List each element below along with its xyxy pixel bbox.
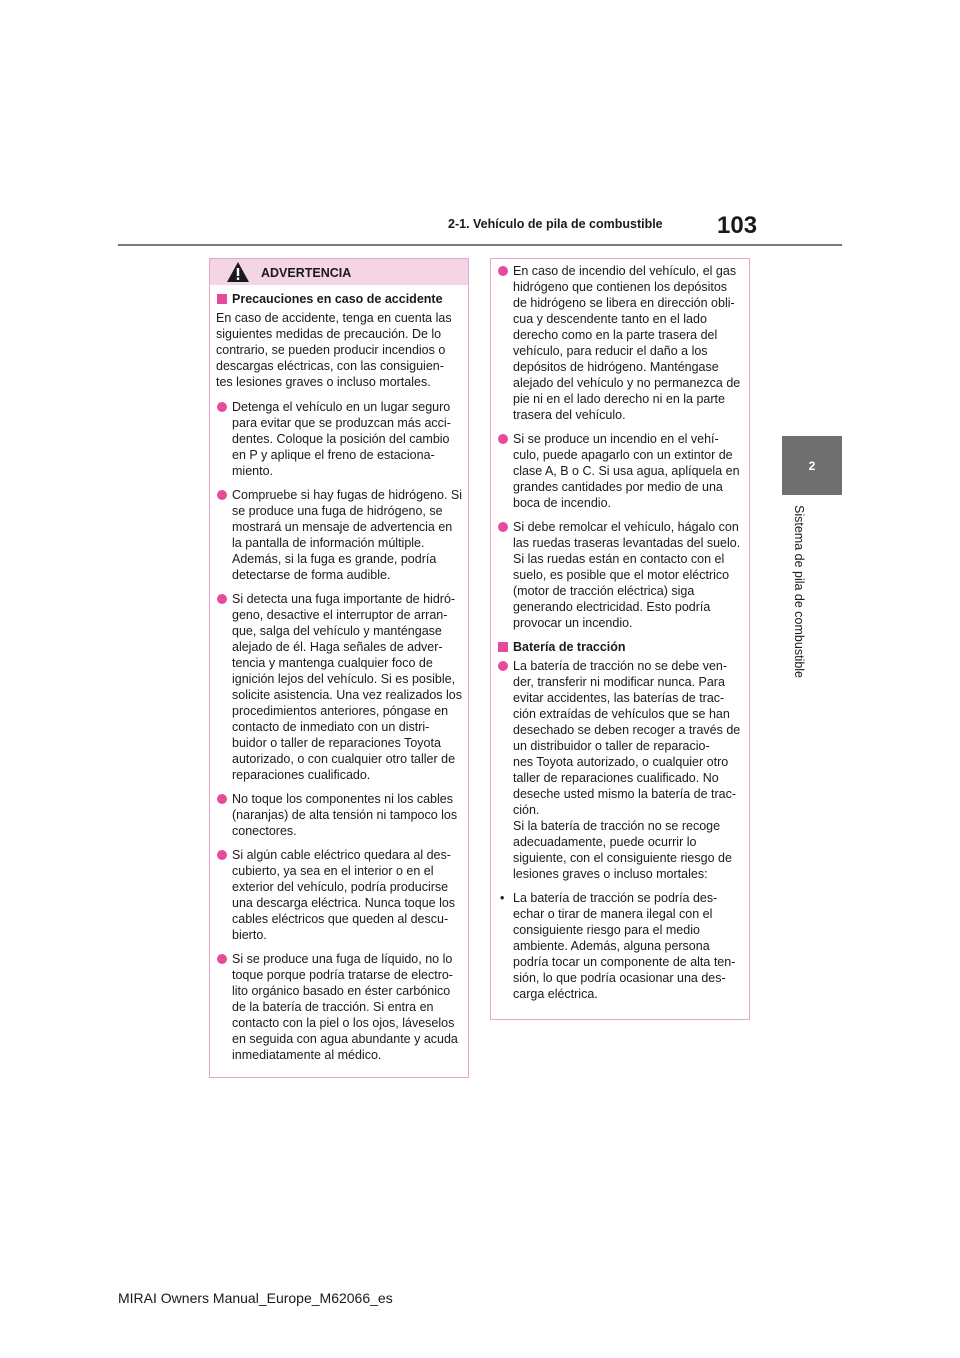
circle-bullet-icon — [217, 794, 227, 804]
section-heading — [497, 639, 743, 655]
warning-content-continued — [491, 259, 749, 1002]
circle-bullet-icon — [498, 266, 508, 276]
list-item — [216, 487, 462, 583]
section-title: Precauciones en caso de accidente — [232, 292, 443, 306]
warning-box-right — [490, 258, 750, 1020]
list-item-text: La batería de tracción no se debe ven- der, transferir ni modificar nunca. Para evitar accidentes, las baterías de trac- ción extraídas de vehículos que se han desechado se deben recoger a través de un distribuidor o taller de reparacio- nes Toyota autorizado, o cualquier otro taller de reparaciones cualificado. No deseche usted mismo la batería de trac- ción. Si la batería de tracción no se recoge adecuadamente, puede ocurrir lo siguiente, con el consiguiente riesgo de lesiones graves o incluso mortales: — [513, 659, 741, 881]
list-item-text: Si detecta una fuga importante de hidró- geno, desactive el interruptor de arran- que, salga del vehículo y manténgase alejado de él. Haga señales de adver- tencia y mantenga cualquier foco de ignición lejos del vehículo. Si es posible, solicite asistencia. Una vez realizados los procedimientos anteriores, póngase en contacto de inmediato con un distri- buidor o taller de reparaciones Toyota autorizado, o con cualquier otro taller de reparaciones cualificado. — [232, 592, 462, 782]
list-item — [216, 399, 462, 479]
circle-bullet-icon — [217, 954, 227, 964]
square-bullet-icon — [498, 642, 508, 652]
warning-content — [210, 285, 468, 1063]
list-item-text: Detenga el vehículo en un lugar seguro para evitar que se produzcan más acci- dentes. Coloque la posición del cambio en P y aplique el freno de estaciona- miento. — [232, 400, 451, 478]
list-item — [216, 591, 462, 783]
list-item — [497, 263, 743, 423]
list-item-text: Si algún cable eléctrico quedara al des- cubierto, ya sea en el interior o en el exterior del vehículo, podría producirse una descarga eléctrica. Nunca toque los cables eléctricos que queden al descu- bierto. — [232, 848, 456, 942]
warning-title: ADVERTENCIA — [261, 266, 352, 280]
sub-list-item — [497, 890, 743, 1002]
circle-bullet-icon — [217, 850, 227, 860]
header-section-title: 2-1. Vehículo de pila de combustible — [448, 217, 663, 231]
circle-bullet-icon — [498, 661, 508, 671]
circle-bullet-icon — [217, 402, 227, 412]
circle-bullet-icon — [217, 594, 227, 604]
list-item — [497, 431, 743, 511]
footer-manual-title: MIRAI Owners Manual_Europe_M62066_es — [118, 1290, 393, 1306]
side-tab — [792, 505, 808, 695]
side-tab-number: 2 — [782, 436, 842, 495]
intro-paragraph: En caso de accidente, tenga en cuenta las siguientes medidas de precaución. De lo contrario, se pueden producir incendios o descargas eléctricas, con las consiguien- tes lesiones graves o incluso mortales. — [216, 311, 452, 389]
list-item-text: Si se produce una fuga de líquido, no lo toque porque podría tratarse de electro- lito orgánico basado en éster carbónico de la batería de tracción. Si entra en contacto con la piel o los ojos, láveselos en seguida con agua abundante y acuda inmediatamente al médico. — [232, 952, 458, 1062]
list-item — [216, 791, 462, 839]
warning-header — [210, 259, 468, 285]
list-item-text: Compruebe si hay fugas de hidrógeno. Si se produce una fuga de hidrógeno, se mostrará un mensaje de advertencia en la pantalla de información múltiple. Además, si la fuga es grande, podría detectarse de forma audible. — [232, 488, 463, 582]
list-item — [497, 519, 743, 631]
circle-bullet-icon — [498, 522, 508, 532]
circle-bullet-icon — [217, 490, 227, 500]
circle-bullet-icon — [498, 434, 508, 444]
small-bullet-icon: • — [500, 891, 505, 905]
list-item — [216, 847, 462, 943]
square-bullet-icon — [217, 294, 227, 304]
warning-triangle-icon — [226, 261, 250, 283]
list-item-text: Si debe remolcar el vehículo, hágalo con las ruedas traseras levantadas del suelo. Si las ruedas están en contacto con el suelo, es posible que el motor eléctrico (motor de tracción eléctrica) siga generando electricidad. Esto podría provocar un incendio. — [513, 520, 741, 630]
list-item-text: No toque los componentes ni los cables (naranjas) de alta tensión ni tampoco los conectores. — [232, 792, 458, 838]
list-item — [497, 658, 743, 882]
side-tab-label: Sistema de pila de combustible — [792, 505, 806, 679]
page-number: 103 — [717, 212, 758, 239]
warning-box-left — [209, 258, 469, 1078]
sub-list-item-text: La batería de tracción se podría des- echar o tirar de manera ilegal con el consiguiente riesgo para el medio ambiente. Además, alguna persona podría tocar un componente de alta ten- sión, lo que podría ocasionar una des- carga eléctrica. — [513, 891, 736, 1001]
section-title: Batería de tracción — [513, 640, 626, 654]
list-item — [216, 951, 462, 1063]
section-heading — [216, 291, 462, 307]
header-rule — [118, 244, 842, 246]
list-item-text: En caso de incendio del vehículo, el gas hidrógeno que contienen los depósitos de hidrógeno se libera en dirección obli- cua y descendente tanto en el lado derecho como en la parte trasera del vehículo, para reducir el daño a los depósitos de hidrógeno. Manténgase alejado del vehículo y no permanezca de pie ni en el lado derecho ni en la parte trasera del vehículo. — [513, 264, 741, 422]
list-item-text: Si se produce un incendio en el vehí- culo, puede apagarlo con un extintor de clase A, B o C. Si usa agua, aplíquela en grandes cantidades por medio de una boca de incendio. — [513, 432, 740, 510]
